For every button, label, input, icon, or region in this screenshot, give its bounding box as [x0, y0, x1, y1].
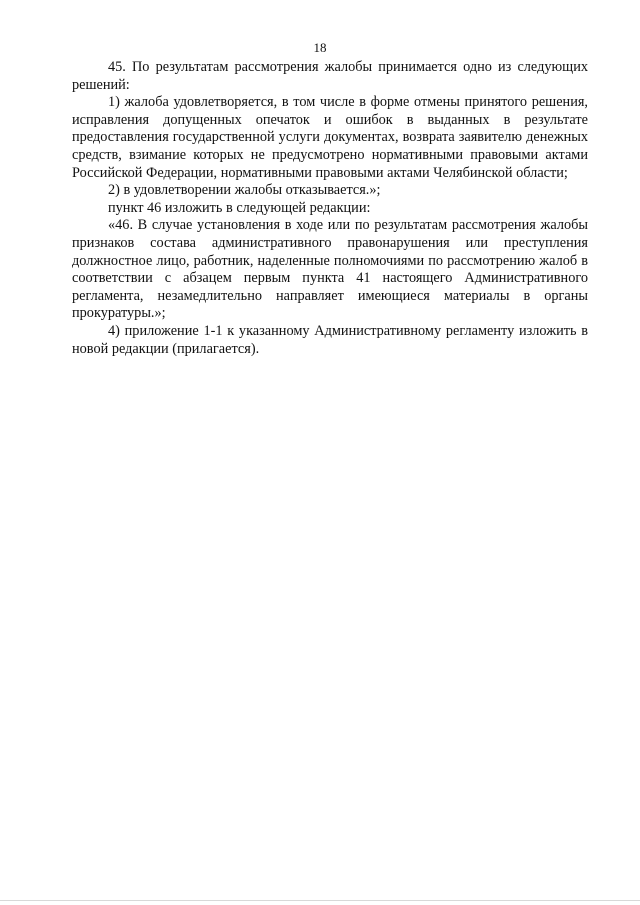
paragraph-46: «46. В случае установления в ходе или по результатам рассмотрения жалобы признаков состава административного правонарушения или преступления должностное лицо, работник, наделенные полномочиями по рассмотрению жалоб в соответствии с абзацем первым пункта 41 настоящего Административного регламента, незамедлительно направляет имеющиеся материалы в органы прокуратуры.»; — [72, 217, 588, 322]
document-body — [72, 59, 588, 358]
paragraph-45-item-1: 1) жалоба удовлетворяется, в том числе в форме отмены принятого решения, исправления допущенных опечаток и ошибок в выданных в результате предоставления государственной услуги документах, возврата заявителю денежных средств, взимание которых не предусмотрено нормативными правовыми актами Российской Федерации, нормативными правовыми актами Челябинской области; — [72, 94, 588, 181]
page-number: 18 — [313, 40, 327, 55]
page-bottom-edge — [0, 900, 640, 901]
paragraph-45: 45. По результатам рассмотрения жалобы принимается одно из следующих решений: — [72, 59, 588, 93]
paragraph-45-item-2: 2) в удовлетворении жалобы отказывается.»; — [108, 182, 381, 199]
paragraph-item-4: 4) приложение 1-1 к указанному Административному регламенту изложить в новой редакции (прилагается). — [72, 322, 588, 357]
paragraph-point-46-intro: пункт 46 изложить в следующей редакции: — [108, 199, 371, 216]
